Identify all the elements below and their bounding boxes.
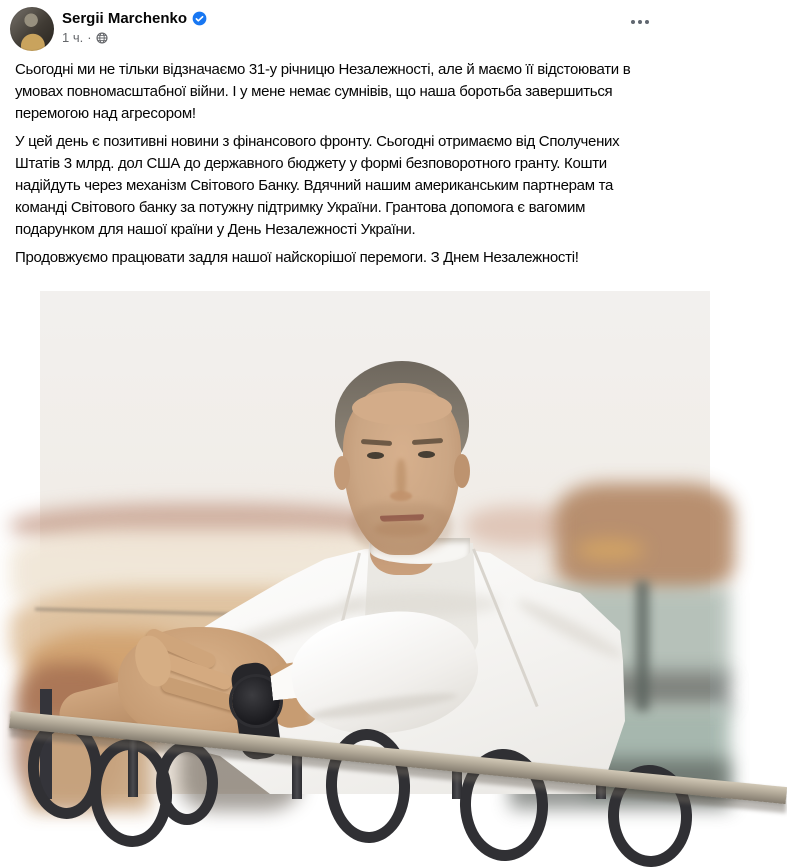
man-ear-left bbox=[334, 456, 350, 490]
more-options-icon[interactable] bbox=[626, 12, 654, 32]
man-chin-shadow bbox=[374, 521, 430, 537]
post-paragraph: Сьогодні ми не тільки відзначаємо 31-у річницю Незалежності, але й маємо її відстоювати в умовах повномасштабної війни. І у мене немає сумнівів, що наша боротьба завершиться перемогою над агресором! bbox=[15, 61, 631, 122]
photo-right-window-lights bbox=[575, 539, 645, 561]
man-eye-left bbox=[367, 452, 384, 459]
post-paragraph: Продовжуємо працювати задля нашої найскорішої перемоги. З Днем Незалежності! bbox=[15, 249, 579, 266]
post-photo[interactable] bbox=[40, 291, 710, 794]
globe-privacy-icon bbox=[96, 32, 108, 44]
man-forehead bbox=[352, 391, 452, 425]
post-text bbox=[0, 55, 670, 275]
photo-right-brown-building bbox=[555, 483, 735, 595]
post-meta bbox=[62, 30, 207, 46]
photo-right-mullion bbox=[636, 581, 649, 711]
man-eye-right bbox=[418, 451, 435, 458]
verified-badge-icon bbox=[192, 11, 207, 26]
timestamp[interactable]: 1 ч. bbox=[62, 30, 84, 45]
meta-dot: · bbox=[87, 30, 92, 45]
header-text bbox=[62, 7, 207, 46]
man-ear-right bbox=[454, 454, 470, 488]
man-nose-tip bbox=[390, 491, 412, 501]
avatar[interactable] bbox=[10, 7, 54, 51]
name-row bbox=[62, 9, 207, 28]
post-header bbox=[0, 0, 670, 55]
post-paragraph: У цей день є позитивні новини з фінансового фронту. Сьогодні отримаємо від Сполучених Штатів 3 млрд. дол США до державного бюджету у формі безповоротного гранту. Кошти надійдуть через механізм Світового Банку. Вдячний нашим американським партнерам та команді Світового банку за потужну підтримку України. Грантова допомога є вагомим подарунком для нашої країни у День Незалежності України. bbox=[15, 133, 620, 238]
author-name[interactable]: Sergii Marchenko bbox=[62, 10, 188, 27]
